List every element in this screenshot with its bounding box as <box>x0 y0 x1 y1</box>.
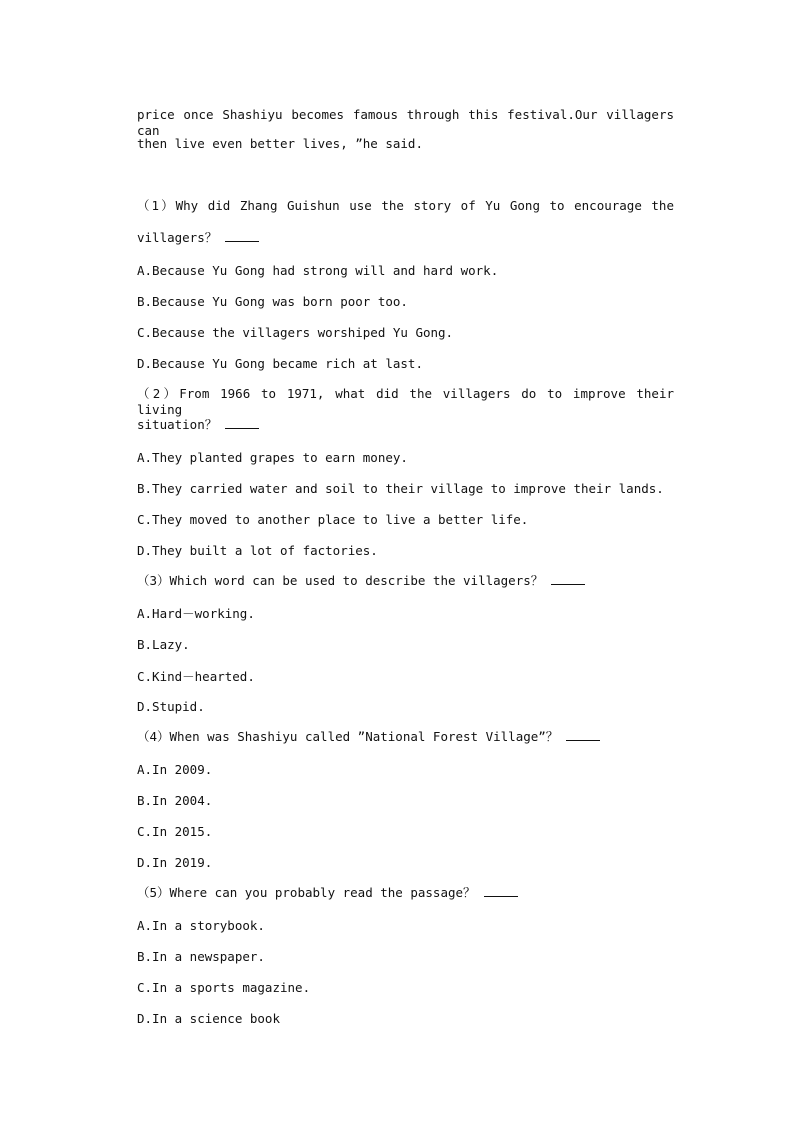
question-5-option-b: B.In a newspaper. <box>137 949 265 964</box>
question-3-stem-text: （3）Which word can be used to describe the villagers？ <box>137 573 544 588</box>
answer-blank <box>566 729 600 741</box>
question-1-option-b: B.Because Yu Gong was born poor too. <box>137 294 408 309</box>
question-5-option-c: C.In a sports magazine. <box>137 980 311 995</box>
question-5-stem-text: （5）Where can you probably read the passage？ <box>137 885 476 900</box>
question-2-stem: （2）From 1966 to 1971, what did the villagers do to improve their living <box>137 386 674 417</box>
question-4-stem <box>137 729 600 745</box>
answer-blank <box>225 417 259 429</box>
question-5-stem <box>137 885 518 901</box>
question-3-option-d: D.Stupid. <box>137 699 205 714</box>
question-3-option-a: A.Hard－working. <box>137 606 255 621</box>
question-4-option-c: C.In 2015. <box>137 824 213 839</box>
passage-line: then live even better lives, ”he said. <box>137 136 423 151</box>
question-3-option-b: B.Lazy. <box>137 637 190 652</box>
question-2-option-d: D.They built a lot of factories. <box>137 543 378 558</box>
question-1-stem-cont <box>137 230 259 246</box>
question-4-option-d: D.In 2019. <box>137 855 213 870</box>
question-2-option-b: B.They carried water and soil to their village to improve their lands. <box>137 481 664 496</box>
question-2-stem-cont <box>137 417 259 433</box>
question-2-option-c: C.They moved to another place to live a better life. <box>137 512 529 527</box>
answer-blank <box>551 573 585 585</box>
question-1-stem-text: villagers？ <box>137 230 218 245</box>
question-1-option-a: A.Because Yu Gong had strong will and hard work. <box>137 263 499 278</box>
question-4-stem-text: （4）When was Shashiyu called ”National Forest Village”？ <box>137 729 559 744</box>
question-3-option-c: C.Kind－hearted. <box>137 669 255 684</box>
answer-blank <box>225 230 259 242</box>
passage-line: price once Shashiyu becomes famous through this festival.Our villagers can <box>137 107 674 138</box>
question-5-option-d: D.In a science book <box>137 1011 280 1026</box>
question-3-stem <box>137 573 585 589</box>
question-2-option-a: A.They planted grapes to earn money. <box>137 450 408 465</box>
question-1-option-d: D.Because Yu Gong became rich at last. <box>137 356 423 371</box>
question-4-option-b: B.In 2004. <box>137 793 213 808</box>
question-1-stem: （1）Why did Zhang Guishun use the story of Yu Gong to encourage the <box>137 198 674 213</box>
question-5-option-a: A.In a storybook. <box>137 918 265 933</box>
answer-blank <box>484 885 518 897</box>
question-4-option-a: A.In 2009. <box>137 762 213 777</box>
question-2-stem-text: situation？ <box>137 417 218 432</box>
question-1-option-c: C.Because the villagers worshiped Yu Gong. <box>137 325 454 340</box>
